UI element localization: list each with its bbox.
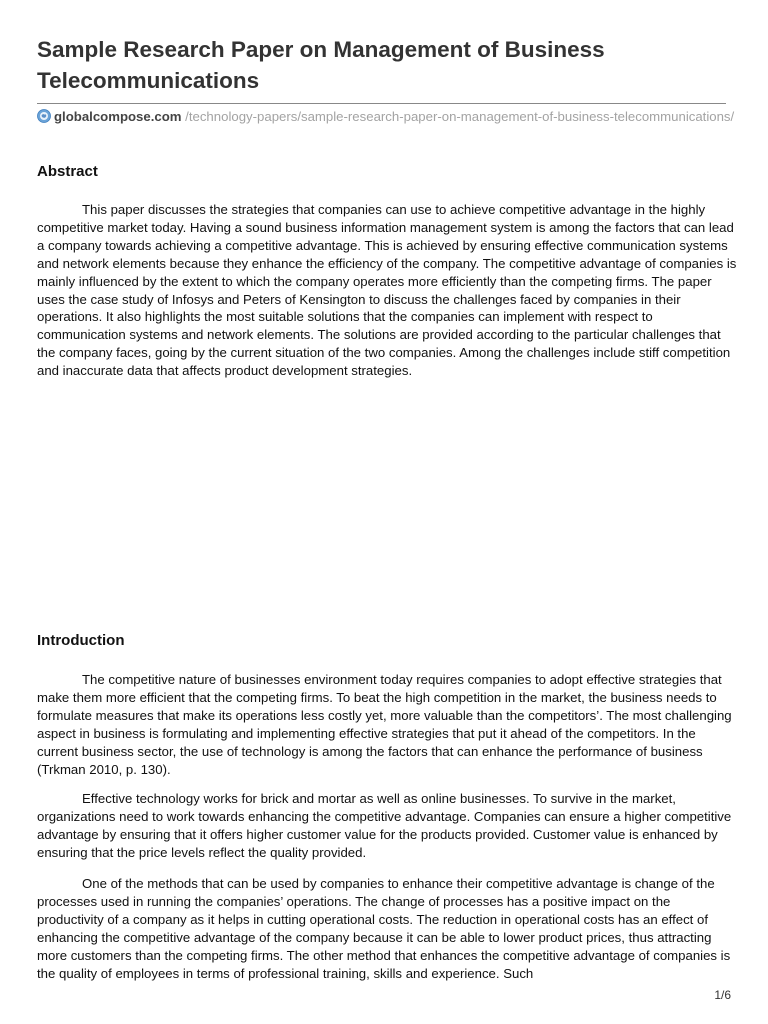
introduction-paragraph-1: The competitive nature of businesses environment today requires companies to adopt effective strategies that make them more efficient that the competing firms. To beat the high competition in the market, the business needs to formulate measures that make its operations less costly yet, more valuable than the competitors’. The most challenging aspect in business is formulating and implementing effective strategies that put it ahead of the competitors. In the current business sector, the use of technology is among the factors that can enhance the performance of business (Trkman 2010, p. 130).	[37, 672, 732, 777]
abstract-heading: Abstract	[37, 163, 98, 180]
page-number: 1/6	[714, 988, 731, 1002]
page-title: Sample Research Paper on Management of Business Telecommunications	[37, 37, 605, 93]
globe-icon	[37, 109, 51, 123]
introduction-heading: Introduction	[37, 632, 125, 649]
introduction-paragraph-2: Effective technology works for brick and mortar as well as online businesses. To survive in the market, organizations need to work towards enhancing the competitive advantage. Companies can ensure a higher competitive advantage by ensuring that it offers higher customer value for the products provided. Customer value is enhanced by ensuring that the price levels reflect the quality provided.	[37, 791, 732, 860]
introduction-paragraph-3: One of the methods that can be used by companies to enhance their competitive advantage is change of the processes used in running the companies’ operations. The change of processes has a positive impact on the productivity of a company as it helps in cutting operational costs. The reduction in operational costs has an effect of enhancing the competitive advantage of the company because it can be able to lower product prices, thus attracting more customers than the competing firms. The other method that enhances the competitive advantage of companies is the quality of employees in terms of professional training, skills and experience. Such	[37, 876, 731, 981]
source-line	[37, 109, 737, 125]
source-path-link[interactable]: /technology-papers/sample-research-paper-on-management-of-business-telecommunications/	[181, 109, 735, 124]
source-domain-link[interactable]: globalcompose.com	[54, 109, 182, 124]
abstract-paragraph: This paper discusses the strategies that companies can use to achieve competitive advantage in the highly competitive market today. Having a sound business information management system is among the factors that can lead a company towards achieving a competitive advantage. This is achieved by ensuring effective communication systems and network elements because they enhance the efficiency of the company. The competitive advantage of companies is mainly influenced by the extent to which the company operates more efficiently than the competing firms. The paper uses the case study of Infosys and Peters of Kensington to discuss the challenges faced by companies in their operations. It also highlights the most suitable solutions that the companies can implement with respect to communication systems and network elements. The solutions are provided according to the particular challenges that the company faces, going by the current situation of the two companies. Among the challenges include stiff competition and inaccurate data that affects product development strategies.	[37, 202, 737, 379]
title-divider	[37, 103, 726, 104]
